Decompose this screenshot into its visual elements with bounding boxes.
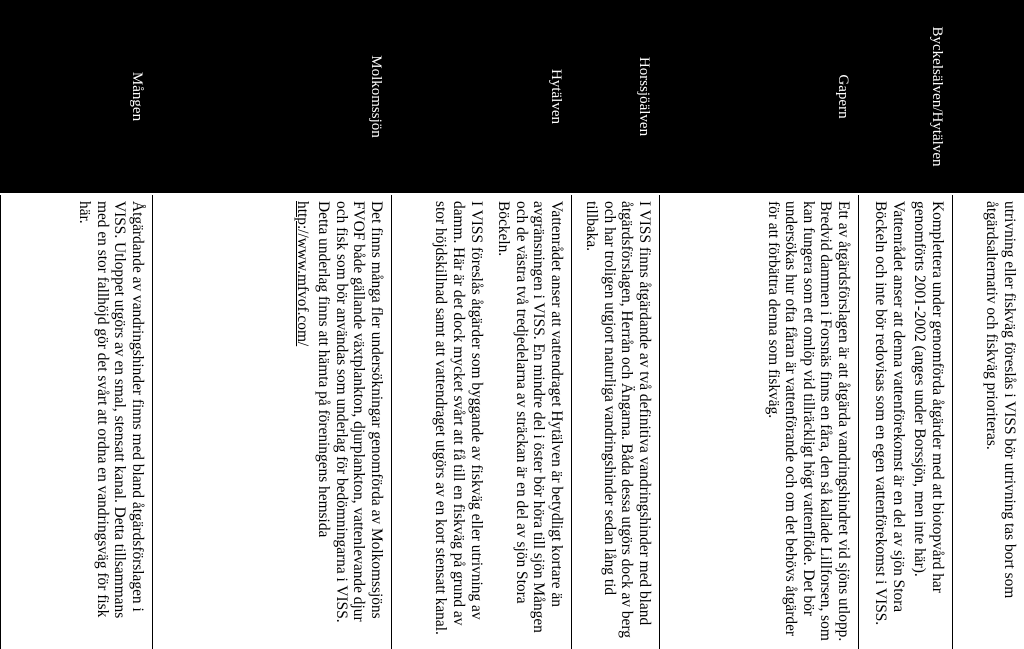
comment-paragraph: Vattenrådet anser att vattendraget Hytälven är betydligt kortare än avgränsningen i VISS. En mindre del i öster bör höra till sjön Mången och de västra två tredjedelarna av sträckan är en del av sjön Stora Böckeln.: [495, 201, 565, 633]
comment-paragraph: I VISS föreslås åtgärder som byggande av fiskväg eller utrivning av damm. Här är det dock mycket svårt att få till en fiskväg på grund av stor höjdskillnad samt att vattendraget utgörs av en kort stensatt kanal.: [432, 201, 485, 635]
comment-cell: [0, 195, 152, 649]
comment-paragraph: Ett av åtgärdsförslagen är att åtgärda vandringshindret vid sjöns utlopp. Bredvid dammen i Forsnäs finns en fåra, den så kallade Lillforsen, som kan fungera som ett omlöp vid tillräckligt högt vattenflöde. Det bör undersökas hur ofta fåran är vattenförande och om det behövs åtgärder för att förbättra denna som fiskväg.: [764, 201, 852, 642]
comment-cell: [391, 195, 571, 649]
table-row-horssjoalven: [571, 0, 659, 649]
comment-paragraph: I VISS finns åtgärdande av två definitiva vandringshinder med bland åtgärdsförslagen, Herrån och Ängarna. Båda dessa utgörs dock av berg och har troligen utgjort naturliga vandringshinder sedan lång tid tillbaka.: [583, 201, 653, 638]
table-row-byckelsalven: [858, 0, 952, 649]
water-body-name-cell: Molkomssjön: [152, 0, 391, 195]
water-body-name-cell: Byckelsälven/Hytälven: [858, 0, 952, 195]
comment-paragraph: utrivning eller fiskväg föreslås i VISS bör utrivning tas bort som åtgärdsalternativ och fiskväg prioriteras.: [983, 201, 1018, 599]
comment-paragraph: [571, 201, 573, 643]
table-row-molkomssjon: [152, 0, 391, 649]
table-row-continuation: [952, 0, 1024, 649]
comment-cell: [152, 195, 391, 649]
comment-paragraph: Det finns många fler undersökningar genomförda av Molkomssjöns FVOF både gällande växtplankton, djurplankton, vattenlevande djur och fisk som bör användas som underlag för bedömningarna i VISS. Detta underlag finns att hämta på föreningens hemsida: [315, 201, 385, 623]
water-body-name-cell: [952, 0, 1024, 195]
table-row-gapern: [659, 0, 858, 649]
comment-paragraph: Vattenrådet anser att denna vattenförekomst är en del av sjön Stora Böckeln och inte bör redovisas som en egen vattenförekomst i VISS.: [872, 201, 907, 626]
comment-cell: [952, 195, 1024, 649]
comment-cell: [571, 195, 659, 649]
table-row-hytalven: [391, 0, 571, 649]
table-row-mangen: [0, 0, 152, 649]
comment-paragraph: Komplettera under genomförda åtgärder med att biotopvård har genomförts 2001-2002 (anges under Borssjön, men inte här).: [911, 201, 946, 593]
comment-cell: [659, 195, 858, 649]
water-body-name-cell: Horssjöälven: [571, 0, 659, 195]
website-link[interactable]: http://www.mfvof.com/: [293, 201, 311, 347]
comment-cell: [858, 195, 952, 649]
water-body-name-cell: Gapern: [659, 0, 858, 195]
comment-paragraph: Åtgärdande av vandringshinder finns med bland åtgärdsförslagen i VISS. Utloppet utgörs av en smal, stensatt kanal. Detta tillsammans med en stor fallhöjd gör det svårt att ordna en vandringsväg för fisk här.: [76, 201, 146, 619]
water-body-name-cell: Hytälven: [391, 0, 571, 195]
water-body-name-cell: Mången: [0, 0, 152, 195]
